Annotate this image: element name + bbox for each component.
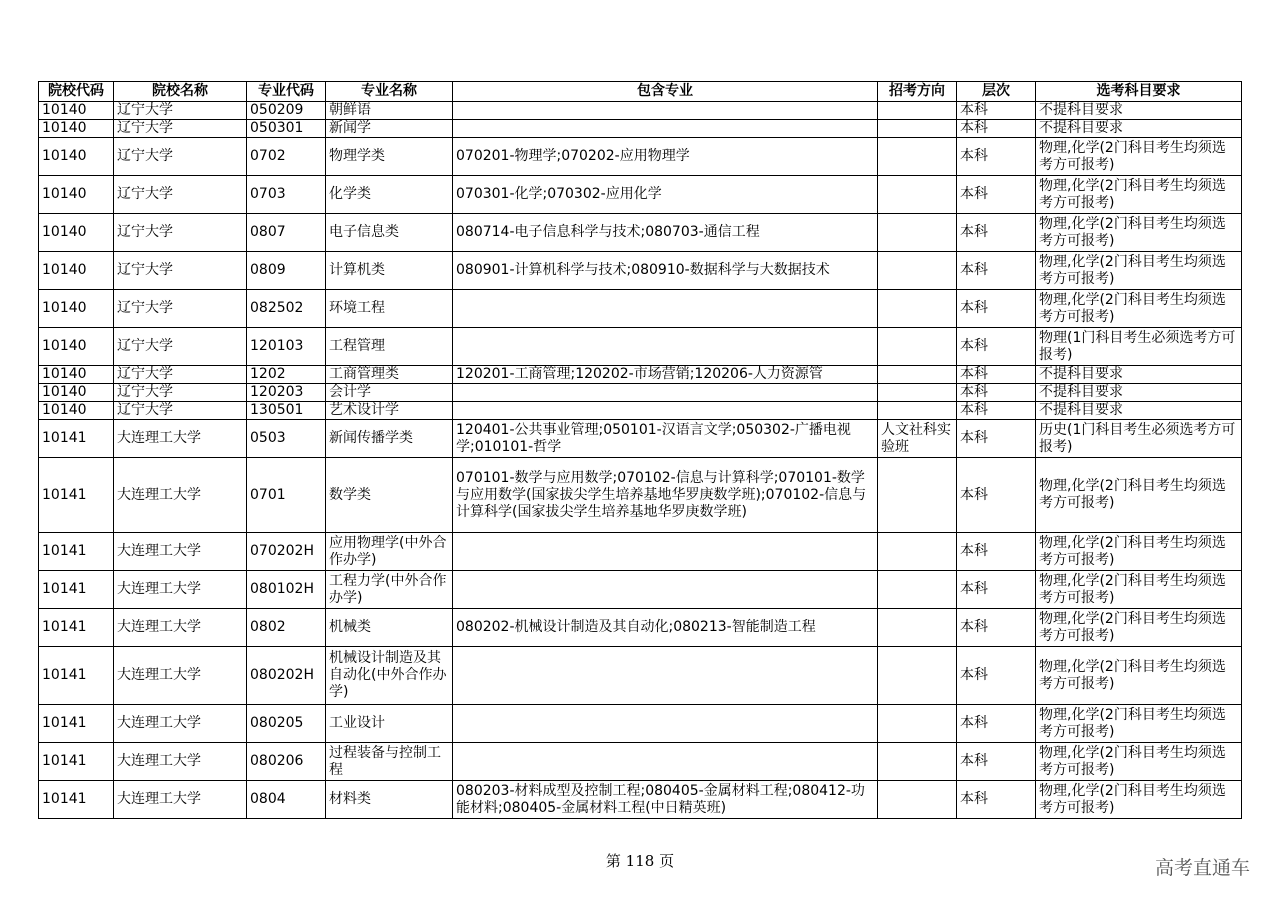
cell-major-code: 0807 <box>247 214 326 252</box>
cell-major-name: 机械类 <box>326 609 453 647</box>
cell-subject-requirement: 历史(1门科目考生必须选考方可报考) <box>1036 420 1242 458</box>
table-row <box>39 571 1242 609</box>
cell-school-code: 10140 <box>39 366 114 384</box>
cell-school-code: 10141 <box>39 571 114 609</box>
cell-school-name: 辽宁大学 <box>114 252 247 290</box>
cell-major-name: 会计学 <box>326 384 453 402</box>
cell-major-code: 1202 <box>247 366 326 384</box>
cell-school-name: 辽宁大学 <box>114 176 247 214</box>
table-row <box>39 366 1242 384</box>
cell-school-code: 10140 <box>39 214 114 252</box>
cell-major-name: 数学类 <box>326 458 453 533</box>
cell-direction <box>878 120 957 138</box>
cell-direction <box>878 138 957 176</box>
cell-direction <box>878 102 957 120</box>
cell-subject-requirement: 不提科目要求 <box>1036 384 1242 402</box>
table-row <box>39 781 1242 819</box>
cell-major-name: 工程管理 <box>326 328 453 366</box>
cell-major-name: 计算机类 <box>326 252 453 290</box>
cell-level: 本科 <box>957 420 1036 458</box>
header-school-code: 院校代码 <box>39 82 114 102</box>
cell-included-majors: 080203-材料成型及控制工程;080405-金属材料工程;080412-功能材料;080405-金属材料工程(中日精英班) <box>453 781 878 819</box>
header-major-code: 专业代码 <box>247 82 326 102</box>
table-row <box>39 458 1242 533</box>
cell-included-majors <box>453 571 878 609</box>
cell-school-name: 辽宁大学 <box>114 138 247 176</box>
table-body <box>39 102 1242 819</box>
cell-level: 本科 <box>957 571 1036 609</box>
table-row <box>39 705 1242 743</box>
cell-level: 本科 <box>957 290 1036 328</box>
cell-included-majors <box>453 384 878 402</box>
cell-major-code: 120203 <box>247 384 326 402</box>
cell-school-name: 大连理工大学 <box>114 705 247 743</box>
cell-included-majors: 120201-工商管理;120202-市场营销;120206-人力资源管 <box>453 366 878 384</box>
cell-major-code: 0701 <box>247 458 326 533</box>
cell-included-majors <box>453 328 878 366</box>
table-row <box>39 384 1242 402</box>
cell-major-name: 工业设计 <box>326 705 453 743</box>
cell-direction <box>878 609 957 647</box>
cell-included-majors: 080901-计算机科学与技术;080910-数据科学与大数据技术 <box>453 252 878 290</box>
cell-major-code: 130501 <box>247 402 326 420</box>
cell-level: 本科 <box>957 458 1036 533</box>
cell-subject-requirement: 物理,化学(2门科目考生均须选考方可报考) <box>1036 290 1242 328</box>
cell-direction <box>878 647 957 705</box>
cell-major-name: 应用物理学(中外合作办学) <box>326 533 453 571</box>
cell-school-name: 大连理工大学 <box>114 458 247 533</box>
cell-subject-requirement: 物理,化学(2门科目考生均须选考方可报考) <box>1036 176 1242 214</box>
cell-level: 本科 <box>957 609 1036 647</box>
cell-subject-requirement: 物理,化学(2门科目考生均须选考方可报考) <box>1036 571 1242 609</box>
cell-major-code: 080202H <box>247 647 326 705</box>
cell-school-code: 10141 <box>39 458 114 533</box>
table-row <box>39 420 1242 458</box>
cell-school-code: 10140 <box>39 120 114 138</box>
table-row <box>39 252 1242 290</box>
cell-direction <box>878 781 957 819</box>
header-major-name: 专业名称 <box>326 82 453 102</box>
cell-school-code: 10140 <box>39 176 114 214</box>
cell-major-name: 工程力学(中外合作办学) <box>326 571 453 609</box>
cell-included-majors: 080714-电子信息科学与技术;080703-通信工程 <box>453 214 878 252</box>
cell-major-code: 0802 <box>247 609 326 647</box>
cell-major-code: 080205 <box>247 705 326 743</box>
cell-school-name: 大连理工大学 <box>114 609 247 647</box>
cell-subject-requirement: 物理,化学(2门科目考生均须选考方可报考) <box>1036 214 1242 252</box>
cell-level: 本科 <box>957 328 1036 366</box>
table-row <box>39 533 1242 571</box>
cell-level: 本科 <box>957 120 1036 138</box>
cell-school-name: 辽宁大学 <box>114 290 247 328</box>
cell-level: 本科 <box>957 402 1036 420</box>
cell-major-name: 朝鲜语 <box>326 102 453 120</box>
cell-level: 本科 <box>957 252 1036 290</box>
cell-direction <box>878 743 957 781</box>
cell-school-code: 10140 <box>39 290 114 328</box>
cell-level: 本科 <box>957 705 1036 743</box>
cell-included-majors <box>453 102 878 120</box>
cell-school-code: 10140 <box>39 138 114 176</box>
cell-school-code: 10141 <box>39 647 114 705</box>
cell-school-name: 辽宁大学 <box>114 214 247 252</box>
cell-school-name: 辽宁大学 <box>114 102 247 120</box>
cell-major-name: 机械设计制造及其自动化(中外合作办学) <box>326 647 453 705</box>
table-row <box>39 120 1242 138</box>
cell-direction <box>878 458 957 533</box>
cell-subject-requirement: 物理,化学(2门科目考生均须选考方可报考) <box>1036 609 1242 647</box>
cell-included-majors <box>453 290 878 328</box>
table-row <box>39 743 1242 781</box>
cell-direction <box>878 571 957 609</box>
cell-subject-requirement: 物理,化学(2门科目考生均须选考方可报考) <box>1036 781 1242 819</box>
cell-included-majors <box>453 120 878 138</box>
table-row <box>39 102 1242 120</box>
cell-major-name: 工商管理类 <box>326 366 453 384</box>
header-included-majors: 包含专业 <box>453 82 878 102</box>
cell-major-code: 0804 <box>247 781 326 819</box>
cell-school-name: 辽宁大学 <box>114 402 247 420</box>
cell-school-code: 10141 <box>39 420 114 458</box>
cell-major-code: 082502 <box>247 290 326 328</box>
cell-school-name: 辽宁大学 <box>114 328 247 366</box>
cell-subject-requirement: 物理(1门科目考生必须选考方可报考) <box>1036 328 1242 366</box>
cell-direction <box>878 176 957 214</box>
table-row <box>39 609 1242 647</box>
cell-major-name: 过程装备与控制工程 <box>326 743 453 781</box>
cell-subject-requirement: 物理,化学(2门科目考生均须选考方可报考) <box>1036 533 1242 571</box>
cell-major-code: 070202H <box>247 533 326 571</box>
cell-included-majors <box>453 402 878 420</box>
header-subject-requirement: 选考科目要求 <box>1036 82 1242 102</box>
cell-subject-requirement: 不提科目要求 <box>1036 102 1242 120</box>
cell-major-code: 050301 <box>247 120 326 138</box>
cell-direction <box>878 290 957 328</box>
admission-table <box>38 81 1242 819</box>
cell-direction <box>878 705 957 743</box>
cell-school-name: 大连理工大学 <box>114 647 247 705</box>
cell-school-code: 10141 <box>39 705 114 743</box>
cell-school-name: 大连理工大学 <box>114 420 247 458</box>
cell-level: 本科 <box>957 366 1036 384</box>
cell-included-majors <box>453 533 878 571</box>
cell-major-name: 环境工程 <box>326 290 453 328</box>
cell-school-code: 10140 <box>39 384 114 402</box>
cell-school-code: 10140 <box>39 252 114 290</box>
cell-school-name: 辽宁大学 <box>114 366 247 384</box>
cell-major-code: 080206 <box>247 743 326 781</box>
cell-major-code: 120103 <box>247 328 326 366</box>
cell-level: 本科 <box>957 781 1036 819</box>
cell-included-majors: 120401-公共事业管理;050101-汉语言文学;050302-广播电视学;010101-哲学 <box>453 420 878 458</box>
cell-major-name: 化学类 <box>326 176 453 214</box>
cell-subject-requirement: 物理,化学(2门科目考生均须选考方可报考) <box>1036 138 1242 176</box>
cell-level: 本科 <box>957 102 1036 120</box>
cell-major-name: 艺术设计学 <box>326 402 453 420</box>
cell-school-code: 10141 <box>39 609 114 647</box>
cell-major-name: 材料类 <box>326 781 453 819</box>
cell-school-code: 10140 <box>39 402 114 420</box>
cell-major-code: 0703 <box>247 176 326 214</box>
cell-major-name: 新闻学 <box>326 120 453 138</box>
cell-major-name: 新闻传播学类 <box>326 420 453 458</box>
cell-subject-requirement: 物理,化学(2门科目考生均须选考方可报考) <box>1036 647 1242 705</box>
cell-major-code: 0702 <box>247 138 326 176</box>
cell-direction <box>878 402 957 420</box>
header-direction: 招考方向 <box>878 82 957 102</box>
cell-school-code: 10141 <box>39 781 114 819</box>
cell-included-majors: 070301-化学;070302-应用化学 <box>453 176 878 214</box>
watermark-text: 高考直通车 <box>1154 857 1250 879</box>
cell-direction <box>878 366 957 384</box>
cell-major-code: 0503 <box>247 420 326 458</box>
cell-subject-requirement: 物理,化学(2门科目考生均须选考方可报考) <box>1036 252 1242 290</box>
table-row <box>39 402 1242 420</box>
page-number: 第 118 页 <box>605 852 675 870</box>
cell-included-majors <box>453 647 878 705</box>
cell-major-name: 电子信息类 <box>326 214 453 252</box>
cell-school-name: 大连理工大学 <box>114 743 247 781</box>
cell-included-majors <box>453 743 878 781</box>
table-row <box>39 328 1242 366</box>
cell-level: 本科 <box>957 138 1036 176</box>
cell-school-name: 辽宁大学 <box>114 120 247 138</box>
cell-level: 本科 <box>957 533 1036 571</box>
cell-major-code: 050209 <box>247 102 326 120</box>
table-row <box>39 647 1242 705</box>
cell-direction <box>878 533 957 571</box>
cell-school-code: 10141 <box>39 533 114 571</box>
cell-level: 本科 <box>957 176 1036 214</box>
header-row <box>39 82 1242 102</box>
table-row <box>39 138 1242 176</box>
cell-direction <box>878 252 957 290</box>
cell-direction <box>878 214 957 252</box>
cell-major-name: 物理学类 <box>326 138 453 176</box>
cell-level: 本科 <box>957 384 1036 402</box>
cell-subject-requirement: 不提科目要求 <box>1036 120 1242 138</box>
header-school-name: 院校名称 <box>114 82 247 102</box>
cell-subject-requirement: 不提科目要求 <box>1036 402 1242 420</box>
cell-school-code: 10140 <box>39 328 114 366</box>
cell-subject-requirement: 物理,化学(2门科目考生均须选考方可报考) <box>1036 743 1242 781</box>
cell-major-code: 0809 <box>247 252 326 290</box>
cell-included-majors: 080202-机械设计制造及其自动化;080213-智能制造工程 <box>453 609 878 647</box>
cell-major-code: 080102H <box>247 571 326 609</box>
cell-school-code: 10141 <box>39 743 114 781</box>
cell-direction <box>878 384 957 402</box>
cell-included-majors: 070101-数学与应用数学;070102-信息与计算科学;070101-数学与应用数学(国家拔尖学生培养基地华罗庚数学班);070102-信息与计算科学(国家拔尖学生培养基地华罗庚数学班) <box>453 458 878 533</box>
cell-level: 本科 <box>957 647 1036 705</box>
table-row <box>39 176 1242 214</box>
table-row <box>39 214 1242 252</box>
cell-subject-requirement: 物理,化学(2门科目考生均须选考方可报考) <box>1036 705 1242 743</box>
cell-included-majors <box>453 705 878 743</box>
cell-school-name: 大连理工大学 <box>114 781 247 819</box>
cell-included-majors: 070201-物理学;070202-应用物理学 <box>453 138 878 176</box>
header-level: 层次 <box>957 82 1036 102</box>
cell-subject-requirement: 不提科目要求 <box>1036 366 1242 384</box>
cell-school-name: 辽宁大学 <box>114 384 247 402</box>
cell-school-name: 大连理工大学 <box>114 571 247 609</box>
cell-school-name: 大连理工大学 <box>114 533 247 571</box>
cell-school-code: 10140 <box>39 102 114 120</box>
table-row <box>39 290 1242 328</box>
cell-subject-requirement: 物理,化学(2门科目考生均须选考方可报考) <box>1036 458 1242 533</box>
cell-level: 本科 <box>957 743 1036 781</box>
cell-level: 本科 <box>957 214 1036 252</box>
cell-direction <box>878 328 957 366</box>
cell-direction: 人文社科实验班 <box>878 420 957 458</box>
